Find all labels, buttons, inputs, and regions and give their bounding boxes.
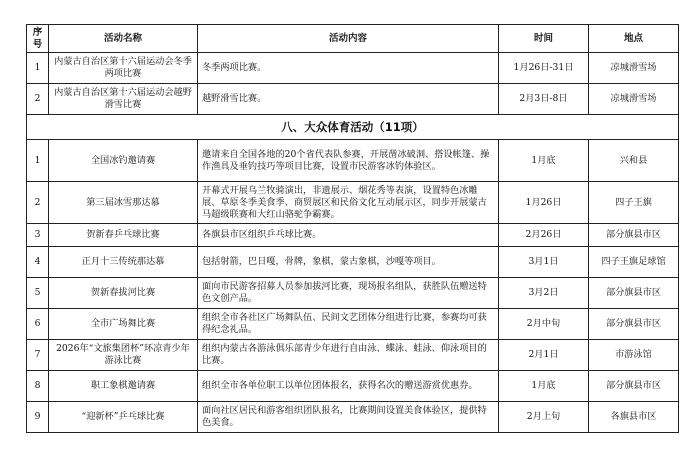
table-row bbox=[27, 309, 679, 340]
cell-time: 1月底 bbox=[499, 371, 589, 402]
cell-no: 2 bbox=[27, 182, 49, 224]
cell-name: 2026年“文旅集团杯”环凉青少年游泳比赛 bbox=[49, 340, 198, 371]
cell-place: 凉城滑雪场 bbox=[589, 53, 679, 84]
section-row bbox=[27, 115, 679, 140]
cell-no: 9 bbox=[27, 402, 49, 433]
cell-name: 职工象棋邀请赛 bbox=[49, 371, 198, 402]
cell-no: 4 bbox=[27, 247, 49, 278]
cell-no: 3 bbox=[27, 224, 49, 247]
cell-content: 组织内蒙古各游泳俱乐部青少年进行自由泳、蝶泳、蛙泳、仰泳项目的比赛。 bbox=[198, 340, 499, 371]
header-place: 地点 bbox=[589, 25, 679, 53]
cell-place: 部分旗县市区 bbox=[589, 224, 679, 247]
cell-name: 贺新春拔河比赛 bbox=[49, 278, 198, 309]
cell-name: 全市广场舞比赛 bbox=[49, 309, 198, 340]
cell-name: 正月十三传统那达慕 bbox=[49, 247, 198, 278]
cell-time: 3月1日 bbox=[499, 247, 589, 278]
activity-table bbox=[26, 24, 679, 433]
cell-content: 邀请来自全国各地的20个省代表队参赛，开展凿冰破洞、搭设帐篷、操作渔具及垂钓技巧等项目比赛，设置市民游客冰钓体验区。 bbox=[198, 140, 499, 182]
cell-name: 第三届冰雪那达慕 bbox=[49, 182, 198, 224]
cell-name: 全国冰钓邀请赛 bbox=[49, 140, 198, 182]
cell-place: 四子王旗 bbox=[589, 182, 679, 224]
table-row bbox=[27, 247, 679, 278]
cell-place: 各旗县市区 bbox=[589, 402, 679, 433]
cell-time: 2月1日 bbox=[499, 340, 589, 371]
cell-time: 2月26日 bbox=[499, 224, 589, 247]
cell-content: 各旗县市区组织乒乓球比赛。 bbox=[198, 224, 499, 247]
cell-no: 7 bbox=[27, 340, 49, 371]
cell-name: 贺新春乒乓球比赛 bbox=[49, 224, 198, 247]
cell-no: 1 bbox=[27, 53, 49, 84]
cell-content: 面向市民游客招募人员参加拔河比赛，现场报名组队，获胜队伍赠送特色文创产品。 bbox=[198, 278, 499, 309]
cell-place: 兴和县 bbox=[589, 140, 679, 182]
cell-time: 1月26日-31日 bbox=[499, 53, 589, 84]
cell-place: 市游泳馆 bbox=[589, 340, 679, 371]
cell-place: 四子王旗足球馆 bbox=[589, 247, 679, 278]
table-row bbox=[27, 53, 679, 84]
cell-content: 组织全市各社区广场舞队伍、民间文艺团体分组进行比赛，参赛均可获得纪念礼品。 bbox=[198, 309, 499, 340]
cell-time: 2月3日-8日 bbox=[499, 84, 589, 115]
cell-name: “迎新杯”乒乓球比赛 bbox=[49, 402, 198, 433]
cell-time: 2月中旬 bbox=[499, 309, 589, 340]
header-no: 序号 bbox=[27, 25, 49, 53]
cell-no: 8 bbox=[27, 371, 49, 402]
table-row bbox=[27, 224, 679, 247]
cell-place: 部分旗县市区 bbox=[589, 278, 679, 309]
cell-no: 6 bbox=[27, 309, 49, 340]
cell-content: 包括射箭，巴日嘎，骨牌，象棋，蒙古象棋，沙嘎等项目。 bbox=[198, 247, 499, 278]
header-name: 活动名称 bbox=[49, 25, 198, 53]
table-row bbox=[27, 340, 679, 371]
cell-content: 越野滑雪比赛。 bbox=[198, 84, 499, 115]
table-row bbox=[27, 402, 679, 433]
cell-content: 组织全市各单位职工以单位团体报名，获得名次的赠送游赏优惠券。 bbox=[198, 371, 499, 402]
cell-time: 2月上旬 bbox=[499, 402, 589, 433]
cell-name: 内蒙古自治区第十六届运动会冬季两项比赛 bbox=[49, 53, 198, 84]
cell-name: 内蒙古自治区第十六届运动会越野滑雪比赛 bbox=[49, 84, 198, 115]
cell-time: 1月26日 bbox=[499, 182, 589, 224]
table-row bbox=[27, 278, 679, 309]
cell-no: 5 bbox=[27, 278, 49, 309]
cell-content: 面向社区居民和游客组织团队报名，比赛期间设置美食体验区，提供特色美食。 bbox=[198, 402, 499, 433]
table-row bbox=[27, 84, 679, 115]
header-content: 活动内容 bbox=[198, 25, 499, 53]
table-row bbox=[27, 371, 679, 402]
cell-place: 部分旗县市区 bbox=[589, 371, 679, 402]
cell-time: 3月2日 bbox=[499, 278, 589, 309]
cell-time: 1月底 bbox=[499, 140, 589, 182]
table-row bbox=[27, 140, 679, 182]
table-row bbox=[27, 182, 679, 224]
cell-content: 开幕式开展乌兰牧骑演出，非遗展示、烟花秀等表演，设置特色冰雕展、草原冬季美食季、商贸展区和民俗文化互动展示区，同步开展蒙古马超级联赛和大红山骆驼争霸赛。 bbox=[198, 182, 499, 224]
header-time: 时间 bbox=[499, 25, 589, 53]
cell-no: 1 bbox=[27, 140, 49, 182]
cell-place: 凉城滑雪场 bbox=[589, 84, 679, 115]
cell-content: 冬季两项比赛。 bbox=[198, 53, 499, 84]
header-row bbox=[27, 25, 679, 53]
cell-no: 2 bbox=[27, 84, 49, 115]
section-title: 八、大众体育活动（11项） bbox=[27, 115, 679, 140]
cell-place: 部分旗县市区 bbox=[589, 309, 679, 340]
